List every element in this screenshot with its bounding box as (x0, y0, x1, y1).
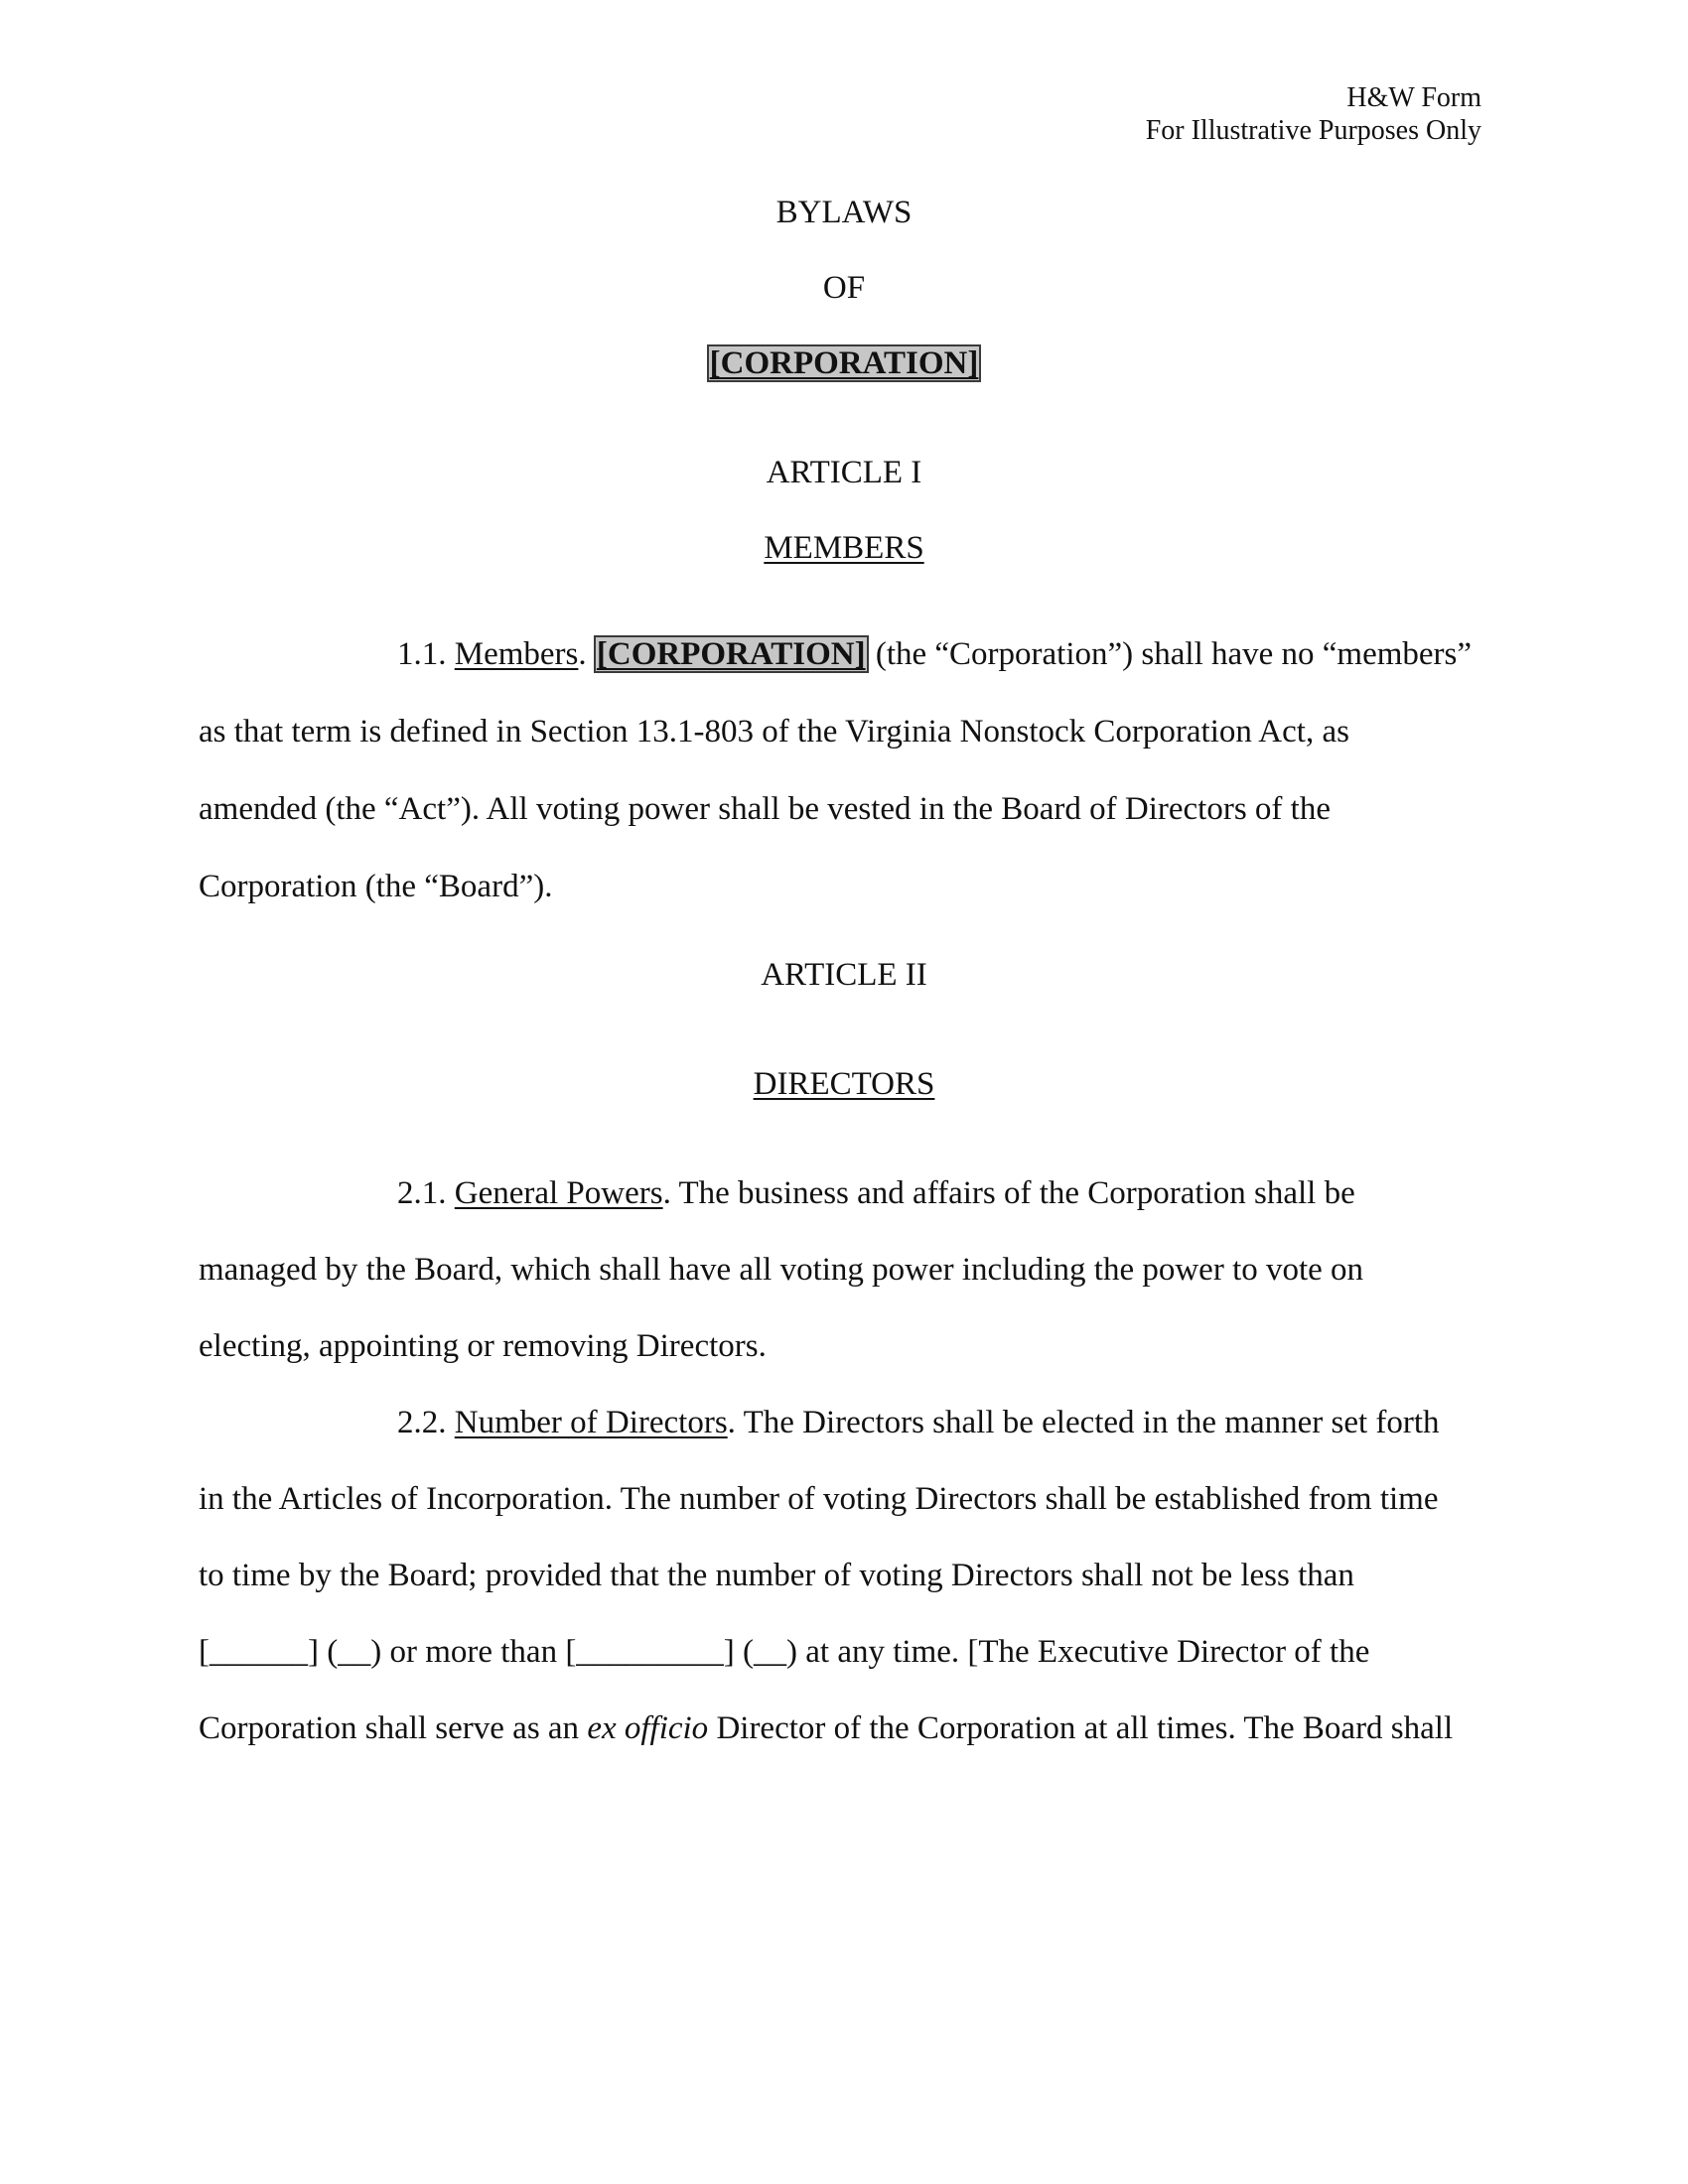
corporation-placeholder-title: [CORPORATION] (709, 345, 979, 381)
ex-officio-italic: ex officio (587, 1710, 709, 1746)
section-2-1-line-2: managed by the Board, which shall have all voting power including the power to vote on (199, 1252, 1364, 1288)
section-1-1-title: Members (454, 636, 579, 672)
section-1-1-text-1: (the “Corporation”) shall have no “members” (867, 636, 1473, 672)
corporation-placeholder-body: [CORPORATION] (596, 636, 866, 672)
section-2-1-number: 2.1. (397, 1175, 447, 1211)
section-1-1-line-2: as that term is defined in Section 13.1-803 of the Virginia Nonstock Corporation Act, as (199, 714, 1349, 750)
section-2-1-text-1: . The business and affairs of the Corporation shall be (662, 1175, 1355, 1211)
section-1-1-line-1 (397, 634, 1688, 674)
section-2-1-title: General Powers (454, 1175, 663, 1211)
article-1-title (0, 528, 1688, 568)
section-1-1-number: 1.1. (397, 636, 447, 672)
section-2-2-line-5 (199, 1708, 1489, 1748)
section-2-2-text-5a: Corporation shall serve as an (199, 1710, 588, 1746)
section-2-1-line-3: electing, appointing or removing Directors. (199, 1328, 767, 1364)
article-1-heading: ARTICLE I (766, 455, 922, 490)
section-2-2-line-1 (397, 1403, 1688, 1442)
header-form-label: H&W Form (1346, 82, 1481, 113)
section-2-2-number: 2.2. (397, 1405, 447, 1440)
article-2-title-text: DIRECTORS (753, 1066, 935, 1102)
header-illustrative-note: For Illustrative Purposes Only (1145, 115, 1481, 146)
section-1-1-line-4: Corporation (the “Board”). (199, 869, 553, 904)
article-1-title-text: MEMBERS (764, 530, 924, 566)
section-2-2-line-3: to time by the Board; provided that the number of voting Directors shall not be less than (199, 1558, 1354, 1593)
title-bylaws: BYLAWS (775, 195, 913, 230)
section-2-2-text-1: . The Directors shall be elected in the manner set forth (727, 1405, 1440, 1440)
section-1-1-title-period: . (578, 636, 587, 672)
section-2-2-line-2: in the Articles of Incorporation. The number of voting Directors shall be established from time (199, 1481, 1439, 1517)
section-2-2-text-5b: Director of the Corporation at all times. The Board shall (708, 1710, 1454, 1746)
form-header-note (1146, 81, 1481, 147)
section-2-2-title: Number of Directors (454, 1405, 728, 1440)
title-corporation-line (0, 343, 1688, 383)
article-2-title (0, 1064, 1688, 1104)
title-of: OF (822, 270, 866, 306)
section-2-2-line-4: [______] (__) or more than [_________] (__) at any time. [The Executive Director of the (199, 1634, 1370, 1670)
article-2-heading: ARTICLE II (761, 957, 927, 993)
section-1-1-line-3: amended (the “Act”). All voting power shall be vested in the Board of Directors of the (199, 791, 1331, 827)
section-2-1-line-1 (397, 1173, 1688, 1213)
